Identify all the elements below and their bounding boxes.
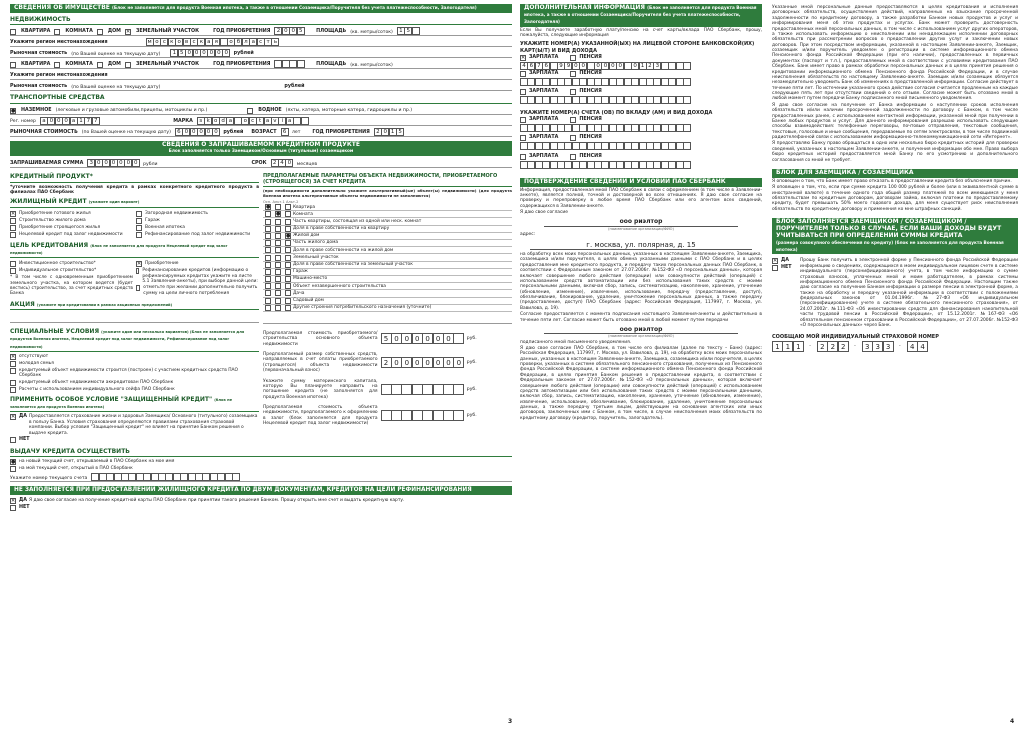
market-value-row: Рыночная стоимость (по Вашей оценке на текущую дату) 1 5 0 0 0 0 0 0 рублей: [10, 49, 512, 58]
promo-title: АКЦИЯ (укажите при кредитовании в рамках акционных предложений): [10, 301, 259, 310]
realty-type-row-1: КВАРТИРА КОМНАТА ДОМ ✕ ЗЕМЕЛЬНЫЙ УЧАСТОК ГОД ПРИОБРЕТЕНИЯ 2 0 0 5 ПЛОЩАДЬ (кв. метры/соток) 1 5: [10, 27, 512, 36]
credit-header: СВЕДЕНИЯ О ЗАПРАШИВАЕМОМ КРЕДИТНОМ ПРОДУКТЕ Блок заполняется только Заемщиком/Основным (титульным) созаемщиком: [10, 141, 512, 157]
region-row: Укажите регион местонахождения м о с к о в с к а я о б л а с т ь: [10, 38, 512, 47]
account-row: Укажите номер текущего счета: [10, 473, 512, 482]
sum-row: ЗАПРАШИВАЕМАЯ СУММА 3 0 0 0 0 0 0 рубли СРОК 2 4 0 месяцев: [10, 159, 512, 168]
sum-cells[interactable]: 3 0 0 0 0 0 0: [87, 159, 139, 167]
reg-number-cells[interactable]: а 0 0 0 а 1 7 7: [40, 117, 99, 125]
price-row: Предполагаемая стоимость приобретаемого/строительства основного объекта недвижимости 5 0 0 0 0 0 0 руб.: [263, 330, 477, 347]
property-header: СВЕДЕНИЯ ОБ ИМУЩЕСТВЕ (Блок не заполняется для продукта Военная ипотека, а также в отношении Созаемщика/Поручителя без учета платежеспособности, Залогодателя): [10, 4, 512, 13]
special-title: СПЕЦИАЛЬНЫЕ УСЛОВИЯ (укажите один или несколько вариантов) (Блок не заполняется для продуктов Военная ипотека, Нецелевой кредит под залог недвижимости, Рефинансирование под залог недвижимости): [10, 328, 259, 352]
agent-name: ооо риэлтор: [544, 218, 738, 226]
middle-column: ДОПОЛНИТЕЛЬНАЯ ИНФОРМАЦИЯ (Блок не заполняется для продукта Военная ипотека, а также в отношении Созаемщика/Поручителя без учета платежеспособности, Залогодателя) Если Вы получаете заработную плату/пенсию на счет карты/вклада ПАО Сбербанк, прошу, пожалуйста, следующие информация УКАЖИТЕ НОМЕР(А) УКАЗАННОЙ(ЫХ) НА ЛИЦЕВОЙ СТОРОНЕ БАНКОВСКОЙ(ИХ) КАРТ(Ы/Т) И ВИД ДОХОДА ✕ ЗАРПЛАТА ПЕНСИЯ 4 6 7 6 9 9 0 0 0 0 0 0 0 1 2 3 ЗАРПЛАТА ПЕНСИЯ ЗАРПЛАТА ПЕНСИЯ УКАЖИТЕ НОМЕР(А) СЧЕТА (ОВ) ПО ВКЛАДУ (АМ) И ВИД ДОХОДА ЗАРПЛАТА ПЕНСИЯ ЗАРПЛАТА ПЕНСИЯ ЗАРПЛАТА ПЕНСИЯ ПОДТВЕРЖДЕНИЕ СВЕДЕНИЙ И УСЛОВИЙ ПАО СБЕРБАНК Информация, предоставленная мной ПАО Сбербанк в связи с оформлением (в том числе в Заявлении-анкете), является полной, точной и достоверной во всех отношениях. Я даю свое согласие на проверку и перепроверку в любое время ПАО Сбербанк или его агентом всех сведений, содержащихся в Заявлении-анкете. Я даю свое согласие ооо риэлтор (наименование организации/ФИО) адрес: г. москва, ул. полярная, д. 15 на обработку всех моих персональных данных, указанных в настоящем Заявлении-анкете, Заемщика, созаемщика и/или поручителя, в целях обмена указанными данными с ПАО Сбербанк и в целях предоставления мне кредитного продукта, и передачу таких персональных данных ПАО Сбербанк, в соответствии с Федеральным законом от 27.07.2006г. №152-ФЗ «О персональных данных», которая включает совершение любого действия (операции) или совокупности действий (операций) с использованием средств автоматизации или без использования таких средств с моими персональными данными, включая сбор, запись, систематизацию, накопление, хранение, уточнение (обновление, изменение), извлечение, использование, передачу (предоставление, доступ), обезличивание, блокирование, удаление, уничтожение персональных данных, а также передачу (предоставление, доступ) ПАО Сбербанк (адрес: Российская Федерация, 117997, г. Москва, ул. Вавилова, д. 19). Согласие предоставляется с момента подписания настоящего Заявления-анкеты и действительно в течение пяти лет. Согласие может быть отозвано мной в любой момент путем передачи ооо риэлтор (наименование организации/ФИО) подписанного мной письменного уведомления. Я даю свое согласие ПАО Сбербанк, в том числе его филиалам (далее по тексту – Банк) (адрес: Российская Федерация, 117997, г. Москва, ул. Вавилова, д. 19), на обработку всех моих персональных данных, указанных в настоящем Заявлении-анкете, Заемщика, созаемщика и/или поручителя, в целях проверки, указанных в системе обязательного пенсионного страхования, полученных из Пенсионного фонда Российской Федерации, в системе информационного обмена Пенсионного фонда Российской Федерации, в целях принятия Банком решения о предоставлении кредита, в соответствии с Федеральным законом от 27.07.2006г. №152-ФЗ «О персональных данных», которая включает совершение любого действия (операции) или совокупности действий (операций) с использованием средств автоматизации или без использования таких средств с моими персональными данными, включая сбор, запись, систематизацию, накопление, хранение, уточнение (обновление, изменение), извлечение, использование, обезличивание, блокирование, удаление, уничтожение персональных данных, а также передачу третьим лицам, действующим на основании агентских или иных договоров, заключенных ими с Банком, в том числе, в случае неисполнения моих обязательств по кредитному договору (кредитор, поручитель, залогодатель).: [520, 4, 762, 421]
matcap-row: Укажите сумму материнского капитала, которую Вы планируете направить на погашение кредита (не заполняется для продукта Военная ипотека) руб.: [263, 378, 477, 400]
params-table: ● Квартира ● Комната Часть квартиры, состоящая из одной или неск. комнат Доля в праве собственности на квартиру ● Жилой дом Часть жилого дома Доля в праве собственности на жилой дом Земельный участок Доля в праве собственности на земельный участок Гараж Машино-место Объект незавершенного строительства Дача Садовый дом Другие строения потребительского назначения (уточните): [263, 204, 512, 312]
snils-cells[interactable]: 1 1 1 - 2 2 2 - 3 3 3 - 4 4: [772, 341, 1018, 352]
left-column: СВЕДЕНИЯ ОБ ИМУЩЕСТВЕ (Блок не заполняется для продукта Военная ипотека, а также в отношении Созаемщика/Поручителя без учета платежеспособности, Залогодателя) НЕДВИЖИМОСТЬ КВАРТИРА КОМНАТА ДОМ ✕ ЗЕМЕЛЬНЫЙ УЧАСТОК ГОД ПРИОБРЕТЕНИЯ 2 0 0 5 ПЛОЩАДЬ (кв. метры/соток) 1 5 Укажите регион местонахождения м о с к о в с к а я о б л а с т ь Рыночная стоимость (по Вашей оценке на текущую дату) 1 5 0 0 0 0 0 0 рублей КВАРТИРА КОМНАТА ДОМ ЗЕМЕЛЬНЫЙ УЧАСТОК ГОД ПРИОБРЕТЕНИЯ ПЛОЩАДЬ (кв. метры/соток) Укажите регион местонахождения Рыночная стоимость (по Вашей оценке на текущую дату) рублей ТРАНСПОРТНЫЕ СРЕДСТВА ● НАЗЕМНОЕ (легковые и грузовые автомобили,прицепы, мотоциклы и пр.) ВОДНОЕ (яхты, катера, моторные катера, гидроциклы и пр.) Рег. номер а 0 0 0 а 1 7 7 МАРКА s k o d a o c t a v i a РЫНОЧНАЯ СТОИМОСТЬ (по Вашей оценке на текущую дату) 6 0 0 0 0 0 рублей ВОЗРАСТ 6 лет ГОД ПРИОБРЕТЕНИЯ 2 0 1 5 СВЕДЕНИЯ О ЗАПРАШИВАЕМОМ КРЕДИТНОМ ПРОДУКТЕ Блок заполняется только Заемщиком/Основным (титульным) созаемщиком ЗАПРАШИВАЕМАЯ СУММА 3 0 0 0 0 0 0 рубли СРОК 2 4 0 месяцев КРЕДИТНЫЙ ПРОДУКТ* *уточните возможность получения кредита в рамках конкретного кредитного продукта в филиалах ПАО Сбербанк ЖИЛИЩНЫЙ КРЕДИТ (укажите один вариант) ✕ Приобретение готового жилья Строительство жилого дома Приобретение строящегося жилья Нецелевой кредит под залог недвижимости Загородная недвижимость Гараж Военная ипотека Рефинансирование под залог недвижимости ЦЕЛЬ КРЕДИТОВАНИЯ (блок не заполняется для продукта Нецелевой кредит под залог недвижимости) Инвестиционное строительство* Индивидуальное строительство* * В том числе с одновременным приобретением земельного участка, на котором ведется (будет вестись) строительство, за счет кредитных средств Банка ✕ Приобретение Рефинансирование кредитов (информацию о рефинансируемых кредитах укажите на листе 5.1 Заявления-анкеты), при выборе данной цели: отметьте при желании дополнительно получить сумму на цели личного потребления АКЦИЯ (укажите при кредитовании в рамках акционных предложений) СПЕЦИАЛЬНЫЕ УСЛОВИЯ (укажите один или несколько вариантов) (Блок не заполняется для продуктов Военная ипотека, Нецелевой кредит под залог недвижимости, Рефинансирование под залог недвижимости) ✕ отсутствуют молодая семья кредитуемый объект недвижимости строится (построен) с участием кредитных средств ПАО Сбербанк кредитуемый объект недвижимости аккредитован ПАО Сбербанк Расчеты с использованием индивидуального сейфа ПАО Сбербанк ПРИМЕНИТЬ ОСОБОЕ УСЛОВИЕ "ЗАЩИЩЕННЫЙ КРЕДИТ" (блок не заполняется для продукта Военная ипотека) ✕ ДА Предоставляется страхование жизни и здоровья Заемщика/ Основного (титульного) созаемщика в пользу Банка. Условия страхования определяются правилами страхования страховой компании. Выбор условия "Защищенный кредит" не влияет на принятие Банком решения о выдаче кредита. НЕТ ПРЕДПОЛАГАЕМЫЕ ПАРАМЕТРЫ ОБЪЕКТА НЕДВИЖИМОСТИ, ПРИОБРЕТАЕМОГО (СТРОЯЩЕГОСЯ) ЗА СЧЕТ КРЕДИТА (при необходимости дополнительно укажите альтернативный(ые) объект(ы) недвижимости) (для продукта Военная ипотека альтернативные объекты недвижимости не заполняются) Осн. Альт.1 Альт.2 ● Квартира ● Комната Часть квартиры, состоящая из одной или неск. комнат Доля в праве собственности на квартиру ● Жилой дом Часть жилого дома Доля в праве собственности на жилой дом Земельный участок Доля в праве собственности на земельный участок Гараж Машино-место Объект незавершенного строительства Дача Садовый дом Другие строения потребительского назначения (уточните) Предполагаемая стоимость приобретаемого/строительства основного объекта недвижимости 5 0 0 0 0 0 0 руб. Предполагаемый размер собственных средств, направляемых в счет оплаты приобретаемого (строящегося) объекта недвижимости (первоначальный взнос) 2 0 0 0 0 0 0 0 руб. Укажите сумму материнского капитала, которую Вы планируете направить на погашение кредита (не заполняется для продукта Военная ипотека) руб. Предполагаемая стоимость объекта недвижимости, предполагаемого к оформлению в залог (блок заполняется для продукта Нецелевой кредит под залог недвижимости) руб. ВЫДАЧУ КРЕДИТА ОСУЩЕСТВИТЬ ● на новый текущий счет, открываемый в ПАО Сбербанк на мое имя на мой текущий счет, открытый в ПАО Сбербанк Укажите номер текущего счета НЕ ЗАПОЛНЯЕТСЯ ПРИ ПРЕДОСТАВЛЕНИИ ЖИЛИЩНОГО КРЕДИТА ПО ДВУМ ДОКУМЕНТАМ, КРЕДИТОВ НА ЦЕЛИ РЕФИНАНСИРОВАНИЯ ✕ ДА Я даю свое согласие на получение кредитной карты ПАО Сбербанк при принятии такого решения Банком. Прошу открыть мне счет и выдать кредитную карту. НЕТ: [10, 4, 512, 510]
own-funds-row: Предполагаемый размер собственных средств, направляемых в счет оплаты приобретаемого (строящегося) объекта недвижимости (первоначальный взнос) 2 0 0 0 0 0 0 0 руб.: [263, 352, 477, 374]
housing-title: ЖИЛИЩНЫЙ КРЕДИТ (укажите один вариант): [10, 198, 259, 207]
additional-info-header: ДОПОЛНИТЕЛЬНАЯ ИНФОРМАЦИЯ (Блок не заполняется для продукта Военная ипотека, а также в отношении Созаемщика/Поручителя без учета платежеспособности, Залогодателя): [520, 4, 762, 27]
area-cells[interactable]: 1 5: [397, 27, 419, 35]
income-header: БЛОК ЗАПОЛНЯЕТСЯ ЗАЕМЩИКОМ / СОЗАЕМЩИКОМ / ПОРУЧИТЕЛЕМ ТОЛЬКО В СЛУЧАЕ, ЕСЛИ ВАШИ ДОХОДЫ БУДУТ УЧИТЫВАТЬСЯ ПРИ ОПРЕДЕЛЕНИИ СУММЫ КРЕДИТА (размера совокупного обеспечения по кредиту) (блок не заполняется для продукта Военная ипотека): [772, 218, 1018, 254]
transport-kind-row: ● НАЗЕМНОЕ (легковые и грузовые автомобили,прицепы, мотоциклы и пр.) ВОДНОЕ (яхты, катера, моторные катера, гидроциклы и пр.): [10, 106, 512, 115]
borrower-header: БЛОК ДЛЯ ЗАЕМЩИКА / СОЗАЕМЩИКА: [772, 169, 1018, 178]
market-value-row-2: Рыночная стоимость (по Вашей оценке на текущую дату) рублей: [10, 82, 512, 91]
product-block: КРЕДИТНЫЙ ПРОДУКТ* *уточните возможность получения кредита в рамках конкретного кредитного продукта в филиалах ПАО Сбербанк ЖИЛИЩНЫЙ КРЕДИТ (укажите один вариант) ✕ Приобретение готового жилья Строительство жилого дома Приобретение строящегося жилья Нецелевой кредит под залог недвижимости Загородная недвижимость Гараж Военная ипотека Рефинансирование под залог недвижимости ЦЕЛЬ КРЕДИТОВАНИЯ (блок не заполняется для продукта Нецелевой кредит под залог недвижимости) Инвестиционное строительство* Индивидуальное строительство* * В том числе с одновременным приобретением земельного участка, на котором ведется (будет вестись) строительство, за счет кредитных средств Банка ✕ Приобретение Рефинансирование кредитов (информацию о рефинансируемых кредитах укажите на листе 5.1 Заявления-анкеты), при выборе данной цели: отметьте при желании дополнительно получить сумму на цели личного потребления АКЦИЯ (укажите при кредитовании в рамках акционных предложений) СПЕЦИАЛЬНЫЕ УСЛОВИЯ (укажите один или несколько вариантов) (Блок не заполняется для продуктов Военная ипотека, Нецелевой кредит под залог недвижимости, Рефинансирование под залог недвижимости) ✕ отсутствуют молодая семья кредитуемый объект недвижимости строится (построен) с участием кредитных средств ПАО Сбербанк кредитуемый объект недвижимости аккредитован ПАО Сбербанк Расчеты с использованием индивидуального сейфа ПАО Сбербанк ПРИМЕНИТЬ ОСОБОЕ УСЛОВИЕ "ЗАЩИЩЕННЫЙ КРЕДИТ" (блок не заполняется для продукта Военная ипотека) ✕ ДА Предоставляется страхование жизни и здоровья Заемщика/ Основного (титульного) созаемщика в пользу Банка. Условия страхования определяются правилами страхования страховой компании. Выбор условия "Защищенный кредит" не влияет на принятие Банком решения о выдаче кредита. НЕТ: [10, 173, 259, 442]
brand-cells[interactable]: s k o d a o c t a v i a: [197, 117, 308, 125]
page-number-left: 3: [508, 717, 513, 725]
region-row-2: Укажите регион местонахождения: [10, 71, 512, 80]
goal-title: ЦЕЛЬ КРЕДИТОВАНИЯ (блок не заполняется для продукта Нецелевой кредит под залог недвижимости): [10, 242, 259, 259]
realty-type-row-2: КВАРТИРА КОМНАТА ДОМ ЗЕМЕЛЬНЫЙ УЧАСТОК ГОД ПРИОБРЕТЕНИЯ ПЛОЩАДЬ (кв. метры/соток): [10, 60, 512, 69]
vehicle-value-row: РЫНОЧНАЯ СТОИМОСТЬ (по Вашей оценке на текущую дату) 6 0 0 0 0 0 рублей ВОЗРАСТ 6 лет ГОД ПРИОБРЕТЕНИЯ 2 0 1 5: [10, 128, 512, 137]
vehicle-value-cells[interactable]: 6 0 0 0 0 0: [175, 128, 219, 136]
year-cells[interactable]: 2 0 0 5: [274, 27, 304, 35]
transport-title: ТРАНСПОРТНЫЕ СРЕДСТВА: [10, 94, 512, 103]
vehicle-id-row: Рег. номер а 0 0 0 а 1 7 7 МАРКА s k o d a o c t a v i a: [10, 117, 512, 126]
alt-value-row: Предполагаемая стоимость объекта недвижимости, предполагаемого к оформлению в залог (блок заполняется для продукта Нецелевой кредит под залог недвижимости) руб.: [263, 405, 477, 427]
card-header: НЕ ЗАПОЛНЯЕТСЯ ПРИ ПРЕДОСТАВЛЕНИИ ЖИЛИЩНОГО КРЕДИТА ПО ДВУМ ДОКУМЕНТАМ, КРЕДИТОВ НА ЦЕЛИ РЕФИНАНСИРОВАНИЯ: [10, 486, 512, 495]
right-column: Указанные мной персональные данные предоставляются в целях кредитования и исполнения договорных обязательств, осуществления действий, направленных на взыскание просроченной задолженности по кредитному договору, а также разработки Банком новых продуктов и услуг и информирования меня об этих продуктах и услугах. Банк может проверить достоверность предоставленных мной персональных данных, в том числе с использованием услуг других операторов, а также использовать информацию о неисполнении или ненадлежащем исполнении договорных обязательств при рассмотрении вопросов о предоставлении других услуг и заключении новых договоров. При этом посредством информации, указанной в настоящем Заявлении-анкете, Заемщик, созаемщик и/или поручитель уведомлен о регистрации в системе информационного обмена Пенсионного фонда Российской Федерации (при его наличии), предоставленных в первичных документах (паспорт и т.п.), предоставляемых мной в соответствии с условиями кредитования ПАО Сбербанк. Банк имеет право в рамках обработки персональных данных и в целях принятия решения о кредитовании информационного обмена Пенсионного фонда Российской Федерации, и в случае неисполнения обязательств по настоящему Заявлению-анкете. Заемщик и/или созаемщик обязуется незамедлительно уведомить Банк об изменениях в представленной информации. Согласие действует в течение пяти лет. По истечении указанного срока действие согласия считается продленным на каждые следующие пять лет при отсутствии сведений о его отзыве. Согласие может быть отозвано мной в любой момент путем передачи Банку подписанного мной письменного уведомления. Я даю свое согласие на получение от Банка информации о наступлении сроков исполнения обязательств и/или наличии просроченной задолженности по договору с Банком, в том числе предоставленных ранее, с использованием контактной информации, указанной мной при получении в Банке любых продуктов и услуг. Для данного информирования разрешаю использовать следующие способы взаимодействия: телефонные переговоры, почтовые отправления, текстовые сообщения, текстовые, голосовые и иные сообщения, передаваемые по сетям электросвязи, в том числе подвижной радиотелефонной связи с использованием информационно-телекоммуникационной сети «Интернет». Я предоставляю Банку право обращаться в одно или несколько бюро кредитных историй для проверки сведений, указанных в настоящем Заявлении-анкете, и получения информации обо мне. Право выбора бюро кредитных историй предоставляется мной Банку по его усмотрению и дополнительного согласования со мной не требует. БЛОК ДЛЯ ЗАЕМЩИКА / СОЗАЕМЩИКА Я оповещен о том, что Банк имеет право отказать в предоставлении кредита без объяснения причин. Я оповещен о том, что, если при сумме кредита 100 000 рублей и более (или в эквивалентной сумме в иностранной валюте) в течение одного года общий размер платежей по всем имеющимся у меня обязательствам по кредитным договорам, договорам займа, включая платежи по предоставляемому кредиту, будет превышать 50% моего годового дохода, для меня существует риск неисполнения обязательств по кредитному договору и применения ко мне штрафных санкций. БЛОК ЗАПОЛНЯЕТСЯ ЗАЕМЩИКОМ / СОЗАЕМЩИКОМ / ПОРУЧИТЕЛЕМ ТОЛЬКО В СЛУЧАЕ, ЕСЛИ ВАШИ ДОХОДЫ БУДУТ УЧИТЫВАТЬСЯ ПРИ ОПРЕДЕЛЕНИИ СУММЫ КРЕДИТА (размера совокупного обеспечения по кредиту) (блок не заполняется для продукта Военная ипотека) ✕ ДА НЕТ Прошу Банк получить в электронной форме у Пенсионного фонда Российской Федерации информацию о сведениях, содержащихся в моем индивидуальном лицевом счете в системе индивидуального (персонифицированного) учета, в том числе информацию о сумме страховых взносов, уплаченных мной и моим работодателем, в рамках системы информационного обмена Пенсионного фонда Российской Федерации. Настоящим также даю согласие на получение Банком информации о размере пенсии в электронной форме, а также на обработку и передачу указанной информации в соответствии с положениями федеральных законов от 01.04.1996г. №27-ФЗ «Об индивидуальном (персонифицированном) учете в системе обязательного пенсионного страхования», от 24.07.2002г. №111-ФЗ «Об инвестировании средств для финансирования накопительной части трудовой пенсии в Российской Федерации», от 15.12.2001г. №167-ФЗ «Об обязательном пенсионном страховании в Российской Федерации», от 27.07.2006г. №152-ФЗ «О персональных данных» через Банк. СООБЩАЮ МОЙ ИНДИВИДУАЛЬНЫЙ СТРАХОВОЙ НОМЕР 1 1 1 - 2 2 2 - 3 3 3 - 4 4: [772, 5, 1018, 352]
page-number-right: 4: [1010, 717, 1015, 725]
market-value-cells[interactable]: 1 5 0 0 0 0 0 0: [170, 49, 229, 57]
realty-title: НЕДВИЖИМОСТЬ: [10, 16, 512, 25]
agent-address: г. москва, ул. полярная, д. 15: [530, 241, 752, 251]
issue-title: ВЫДАЧУ КРЕДИТА ОСУЩЕСТВИТЬ: [10, 448, 512, 457]
confirm-header: ПОДТВЕРЖДЕНИЕ СВЕДЕНИЙ И УСЛОВИЙ ПАО СБЕРБАНК: [520, 178, 762, 187]
card-number-cells[interactable]: 4 6 7 6 9 9 0 0 0 0 0 0 0 1 2 3: [520, 62, 690, 70]
protect-title: ПРИМЕНИТЬ ОСОБОЕ УСЛОВИЕ "ЗАЩИЩЕННЫЙ КРЕДИТ" (блок не заполняется для продукта Военная ипотека): [10, 396, 259, 413]
region-cells[interactable]: м о с к о в с к а я о б л а с т ь: [146, 38, 279, 46]
params-block: ПРЕДПОЛАГАЕМЫЕ ПАРАМЕТРЫ ОБЪЕКТА НЕДВИЖИМОСТИ, ПРИОБРЕТАЕМОГО (СТРОЯЩЕГОСЯ) ЗА СЧЕТ КРЕДИТА (при необходимости дополнительно укажите альтернативный(ые) объект(ы) недвижимости) (для продукта Военная ипотека альтернативные объекты недвижимости не заполняются) Осн. Альт.1 Альт.2 ● Квартира ● Комната Часть квартиры, состоящая из одной или неск. комнат Доля в праве собственности на квартиру ● Жилой дом Часть жилого дома Доля в праве собственности на жилой дом Земельный участок Доля в праве собственности на земельный участок Гараж Машино-место Объект незавершенного строительства Дача Садовый дом Другие строения потребительского назначения (уточните) Предполагаемая стоимость приобретаемого/строительства основного объекта недвижимости 5 0 0 0 0 0 0 руб. Предполагаемый размер собственных средств, направляемых в счет оплаты приобретаемого (строящегося) объекта недвижимости (первоначальный взнос) 2 0 0 0 0 0 0 0 руб. Укажите сумму материнского капитала, которую Вы планируете направить на погашение кредита (не заполняется для продукта Военная ипотека) руб. Предполагаемая стоимость объекта недвижимости, предполагаемого к оформлению в залог (блок заполняется для продукта Нецелевой кредит под залог недвижимости) руб.: [263, 173, 512, 427]
term-cells[interactable]: 2 4 0: [271, 159, 293, 167]
